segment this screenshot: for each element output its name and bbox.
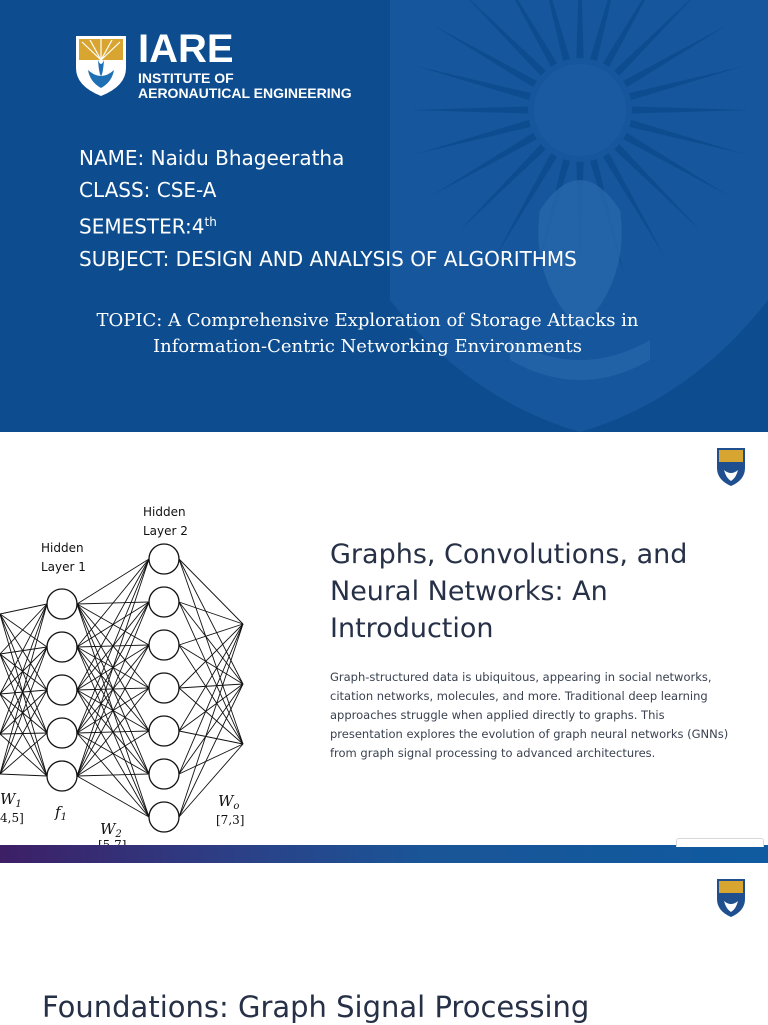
foundations-slide xyxy=(0,863,768,1024)
student-info xyxy=(79,142,577,275)
hidden-layer-1-label-b: Layer 1 xyxy=(41,560,86,574)
logo-line-1: INSTITUTE OF xyxy=(138,70,234,86)
hidden-layer-1-label-a: Hidden xyxy=(41,541,84,555)
hidden-layer-2-label-b: Layer 2 xyxy=(143,524,188,538)
iare-logo xyxy=(70,27,370,102)
svg-text:W2: $W_2$ xyxy=(100,820,122,840)
hidden-layer-2-label-a: Hidden xyxy=(143,505,186,519)
intro-title: Graphs, Convolutions, and Neural Networks: An Introduction xyxy=(330,539,688,644)
semester-line: SEMESTER:4th xyxy=(79,214,217,239)
w1-dims: 4,5] xyxy=(0,811,24,825)
foundations-title: Foundations: Graph Signal Processing xyxy=(42,990,590,1024)
iare-emblem-icon xyxy=(70,30,132,100)
subject-line: SUBJECT: DESIGN AND ANALYSIS OF ALGORITHMS xyxy=(79,246,577,271)
svg-text:f1: $f_1$ xyxy=(55,803,67,823)
intro-slide xyxy=(0,432,768,862)
svg-text:Wo: $W_o$ xyxy=(218,792,240,812)
logo-name: IARE xyxy=(138,27,234,71)
iare-small-logo-icon xyxy=(708,873,754,919)
neural-network-diagram xyxy=(0,504,243,840)
intro-body: Graph-structured data is ubiquitous, appearing in social networks, citation networks, molecules, and more. Traditional deep learning approaches struggle when applied directly to graphs. This presentation explores the evolution of graph neural networks (GNNs) from graph signal processing to advanced architectures. xyxy=(330,670,729,760)
title-slide xyxy=(0,0,768,432)
svg-text:W1: $W_1$ xyxy=(0,790,22,810)
wo-dims: [7,3] xyxy=(216,813,245,827)
iare-small-logo-icon xyxy=(708,442,754,488)
class-line: CLASS: CSE-A xyxy=(79,178,217,202)
name-line: NAME: Naidu Bhageeratha xyxy=(79,146,345,170)
topic-text: TOPIC: A Comprehensive Exploration of Storage Attacks in Information-Centric Networking Environments xyxy=(96,310,639,357)
gradient-divider xyxy=(0,845,768,863)
slide-tab xyxy=(676,838,764,847)
logo-line-2: AERONAUTICAL ENGINEERING xyxy=(138,85,352,101)
